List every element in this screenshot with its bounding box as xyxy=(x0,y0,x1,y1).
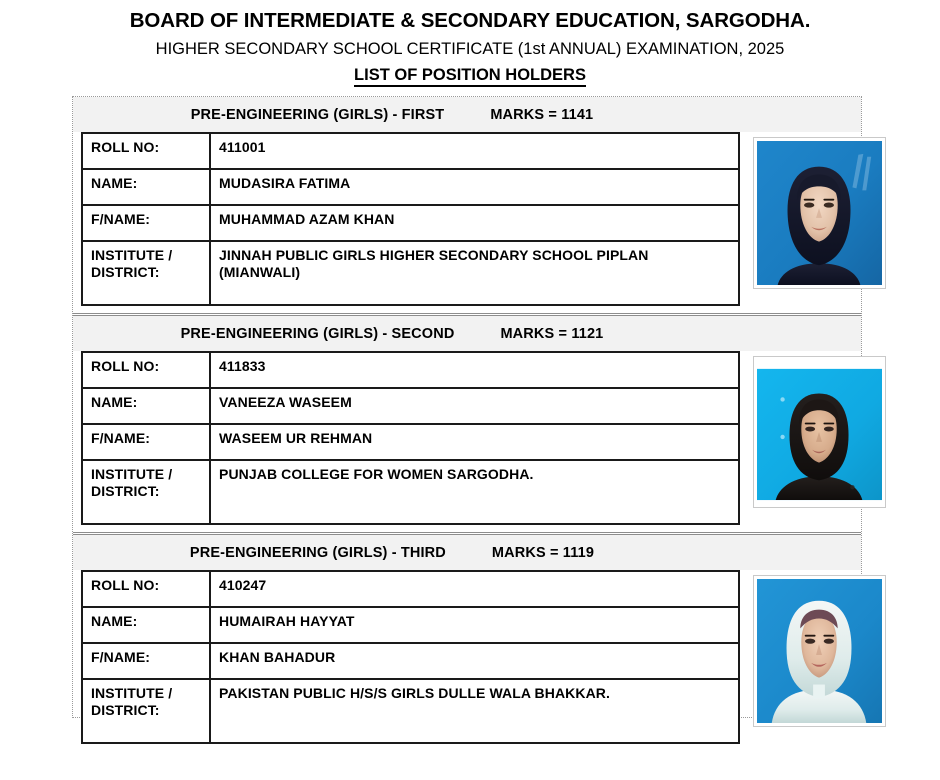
marks-label: MARKS = 1141 xyxy=(490,106,594,123)
name-label: NAME: xyxy=(82,169,210,205)
name-label: NAME: xyxy=(82,388,210,424)
father-name-label: F/NAME: xyxy=(82,424,210,460)
table-row xyxy=(82,169,739,205)
name-value: VANEEZA WASEEM xyxy=(210,388,739,424)
name-value: MUDASIRA FATIMA xyxy=(210,169,739,205)
position-section xyxy=(73,532,861,751)
table-row xyxy=(82,205,739,241)
section-body xyxy=(73,351,861,532)
roll-no-value: 411001 xyxy=(210,133,739,169)
table-row xyxy=(82,388,739,424)
record-table xyxy=(81,132,740,306)
candidate-photo xyxy=(757,579,882,723)
table-row xyxy=(82,679,739,743)
photo-frame xyxy=(753,356,886,508)
table-row xyxy=(82,643,739,679)
table-row xyxy=(82,607,739,643)
institute-label: INSTITUTE / DISTRICT: xyxy=(82,241,210,305)
candidate-photo xyxy=(757,360,882,504)
table-row xyxy=(82,241,739,305)
table-row xyxy=(82,460,739,524)
section-body xyxy=(73,570,861,751)
section-body xyxy=(73,132,861,313)
exam-subtitle: HIGHER SECONDARY SCHOOL CERTIFICATE (1st ANNUAL) EXAMINATION, 2025 xyxy=(155,39,785,58)
record-table xyxy=(81,570,740,744)
position-holders-sheet xyxy=(72,96,862,718)
institute-value: PAKISTAN PUBLIC H/S/S GIRLS DULLE WALA BHAKKAR. xyxy=(210,679,739,743)
father-name-label: F/NAME: xyxy=(82,643,210,679)
marks-label: MARKS = 1119 xyxy=(491,544,595,561)
record-table xyxy=(81,351,740,525)
position-section xyxy=(73,313,861,532)
father-name-value: MUHAMMAD AZAM KHAN xyxy=(210,205,739,241)
name-label: NAME: xyxy=(82,607,210,643)
page-title: BOARD OF INTERMEDIATE & SECONDARY EDUCATION, SARGODHA. xyxy=(129,9,811,32)
category-label: PRE-ENGINEERING (GIRLS) - THIRD xyxy=(189,544,446,561)
position-section xyxy=(73,97,861,313)
photo-frame xyxy=(753,575,886,727)
father-name-value: WASEEM UR REHMAN xyxy=(210,424,739,460)
father-name-value: KHAN BAHADUR xyxy=(210,643,739,679)
roll-no-label: ROLL NO: xyxy=(82,133,210,169)
table-row xyxy=(82,571,739,607)
roll-no-value: 411833 xyxy=(210,352,739,388)
table-row xyxy=(82,133,739,169)
photo-frame xyxy=(753,137,886,289)
category-bar xyxy=(73,97,861,132)
table-row xyxy=(82,424,739,460)
institute-label: INSTITUTE / DISTRICT: xyxy=(82,460,210,524)
marks-label: MARKS = 1121 xyxy=(500,325,604,342)
category-bar xyxy=(73,535,861,570)
document-header xyxy=(0,0,940,87)
candidate-photo xyxy=(757,141,882,285)
name-value: HUMAIRAH HAYYAT xyxy=(210,607,739,643)
category-label: PRE-ENGINEERING (GIRLS) - FIRST xyxy=(190,106,445,123)
list-heading: LIST OF POSITION HOLDERS xyxy=(354,66,586,87)
institute-value: JINNAH PUBLIC GIRLS HIGHER SECONDARY SCHOOL PIPLAN (MIANWALI) xyxy=(210,241,739,305)
father-name-label: F/NAME: xyxy=(82,205,210,241)
institute-value: PUNJAB COLLEGE FOR WOMEN SARGODHA. xyxy=(210,460,739,524)
roll-no-label: ROLL NO: xyxy=(82,352,210,388)
institute-label: INSTITUTE / DISTRICT: xyxy=(82,679,210,743)
category-bar xyxy=(73,316,861,351)
roll-no-value: 410247 xyxy=(210,571,739,607)
roll-no-label: ROLL NO: xyxy=(82,571,210,607)
table-row xyxy=(82,352,739,388)
category-label: PRE-ENGINEERING (GIRLS) - SECOND xyxy=(180,325,455,342)
